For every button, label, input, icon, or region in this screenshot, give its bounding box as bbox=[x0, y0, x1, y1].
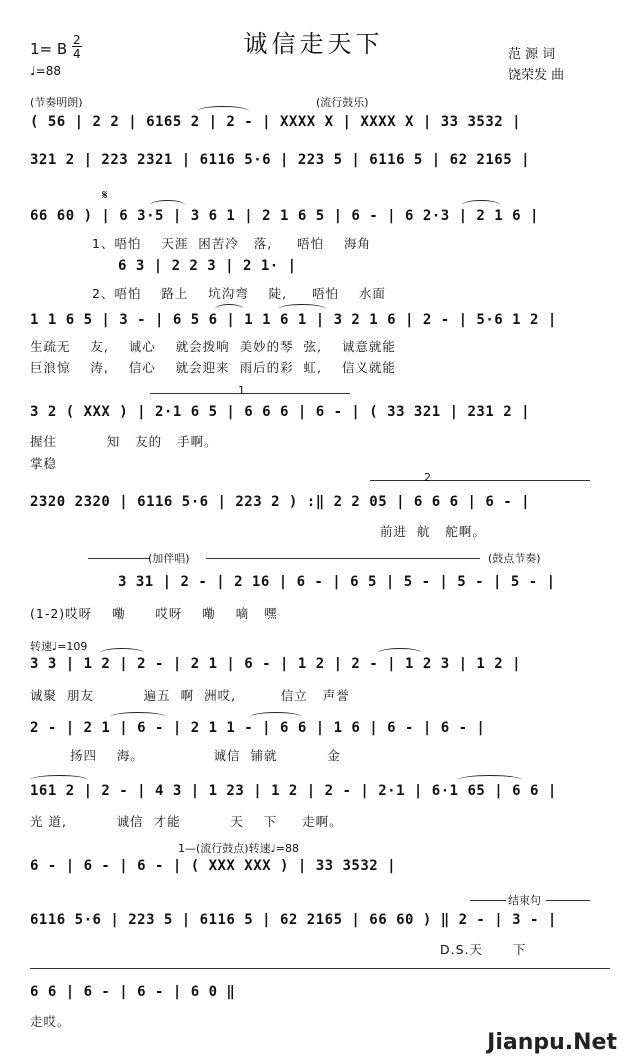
time-signature-bar bbox=[72, 46, 82, 47]
lyrics-ds: D.S.天 下 bbox=[440, 942, 527, 957]
tempo-marking: ♩=88 bbox=[30, 64, 61, 78]
slur bbox=[250, 712, 302, 722]
score-row-1: ( 56 | 2 2 | 6165 2 | 2 - | XXXX X | XXXX X | 33 3532 | bbox=[30, 114, 522, 130]
score-row-13: 6 6 | 6 - | 6 - | 6 0 ‖ bbox=[30, 984, 236, 1000]
ending-line-left bbox=[470, 900, 506, 901]
accomp-label: (加伴唱) bbox=[148, 552, 190, 565]
time-signature-top: 2 bbox=[73, 33, 81, 47]
ending-label: 结束句 bbox=[508, 894, 541, 907]
lyrics-verse2-line3: 掌稳 bbox=[30, 456, 58, 471]
volta-1-bracket bbox=[150, 393, 350, 394]
intro-label: (节奏明朗) bbox=[30, 96, 83, 109]
lyricist: 范 源 词 bbox=[508, 47, 556, 62]
song-title: 诚信走天下 bbox=[243, 30, 384, 58]
lyrics-line5: (1-2)哎呀 嘞 哎呀 嘞 嘀 嘿 bbox=[30, 606, 278, 621]
tempo-change-label: 转速♩=109 bbox=[30, 640, 88, 653]
ending-line-right bbox=[546, 900, 590, 901]
score-row-7: 3 31 | 2 - | 2 16 | 6 - | 6 5 | 5 - | 5 - | 5 - | bbox=[118, 574, 556, 590]
accomp-line-left bbox=[88, 558, 150, 559]
lyrics-verse2-line1: 2、唔怕 路上 坑沟弯 陡, 唔怕 水面 bbox=[92, 286, 386, 301]
score-row-4: 1 1 6 5 | 3 - | 6 5 6 | 1 1 6 1 | 3 2 1 6 | 2 - | 5·6 1 2 | bbox=[30, 312, 557, 328]
score-row-12: 6116 5·6 | 223 5 | 6116 5 | 62 2165 | 66 60 ) ‖ 2 - | 3 - | bbox=[30, 912, 557, 928]
composer: 饶荣发 曲 bbox=[508, 68, 565, 83]
final-bracket bbox=[30, 968, 610, 969]
volta-2-number: 2 bbox=[424, 471, 431, 484]
slur bbox=[215, 304, 243, 314]
lyrics-verse2-line2: 巨浪惊 涛, 信心 就会迎来 雨后的彩 虹, 信义就能 bbox=[30, 360, 396, 375]
score-row-6: 2320 2320 | 6116 5·6 | 223 2 ) :‖ 2 2 05 | 6 6 6 | 6 - | bbox=[30, 494, 531, 510]
score-row-3: 66 60 ) | 6 3·5 | 3 6 1 | 2 1 6 5 | 6 - | 6 2·3 | 2 1 6 | bbox=[30, 208, 539, 224]
lyrics-verse1-line1: 1、唔怕 天涯 困苦冷 落, 唔怕 海角 bbox=[92, 236, 371, 251]
score-row-2: 321 2 | 223 2321 | 6116 5·6 | 223 5 | 6116 5 | 62 2165 | bbox=[30, 152, 531, 168]
score-row-3-alt: 6 3 | 2 2 3 | 2 1· | bbox=[118, 258, 297, 274]
lyrics-end: 走哎。 bbox=[30, 1014, 71, 1029]
lyrics-verse1-line2: 生疏无 友, 诚心 就会拨响 美妙的琴 弦, 诚意就能 bbox=[30, 339, 396, 354]
pop-drum-tempo-label: 1—(流行鼓点)转速♩=88 bbox=[178, 842, 299, 855]
slur bbox=[30, 775, 88, 785]
slur bbox=[278, 304, 326, 314]
accomp-line-right bbox=[206, 558, 480, 559]
score-row-9: 2 - | 2 1 | 6 - | 2 1 1 - | 6 6 | 1 6 | 6 - | 6 - | bbox=[30, 720, 486, 736]
slur bbox=[458, 775, 522, 785]
slur bbox=[110, 712, 166, 722]
lyrics-line8: 光 道, 诚信 才能 天 下 走啊。 bbox=[30, 814, 343, 829]
lyrics-line4: 前进 航 舵啊。 bbox=[380, 524, 486, 539]
volta-2-bracket bbox=[370, 480, 590, 481]
score-row-11: 6 - | 6 - | 6 - | ( XXX XXX ) | 33 3532 | bbox=[30, 858, 397, 874]
watermark-logo: Jianpu.Net bbox=[487, 1030, 617, 1055]
score-row-8: 3 3 | 1 2 | 2 - | 2 1 | 6 - | 1 2 | 2 - | 1 2 3 | 1 2 | bbox=[30, 656, 522, 672]
slur bbox=[462, 200, 500, 210]
slur bbox=[100, 648, 144, 658]
score-row-5: 3 2 ( XXX ) | 2·1 6 5 | 6 6 6 | 6 - | ( 33 321 | 231 2 | bbox=[30, 404, 531, 420]
slur bbox=[378, 648, 422, 658]
lyrics-line6: 诚聚 朋友 遍五 啊 洲哎, 信立 声誉 bbox=[30, 688, 350, 703]
time-signature-bottom: 4 bbox=[73, 47, 81, 61]
slur bbox=[197, 106, 249, 116]
score-row-10: 161 2 | 2 - | 4 3 | 1 23 | 1 2 | 2 - | 2·1 | 6·1 65 | 6 6 | bbox=[30, 783, 557, 799]
lyrics-line7: 扬四 海。 诚信 铺就 金 bbox=[70, 748, 341, 763]
slur bbox=[150, 200, 185, 210]
drum-rhythm-label: (鼓点节奏) bbox=[488, 552, 541, 565]
volta-1-number: 1 bbox=[238, 384, 245, 397]
key-signature: 1= B bbox=[30, 40, 68, 58]
lyrics-verse1-line3: 握住 知 友的 手啊。 bbox=[30, 434, 218, 449]
pop-drum-label: (流行鼓乐) bbox=[316, 96, 369, 109]
segno-icon: 𝄋 bbox=[102, 188, 108, 203]
